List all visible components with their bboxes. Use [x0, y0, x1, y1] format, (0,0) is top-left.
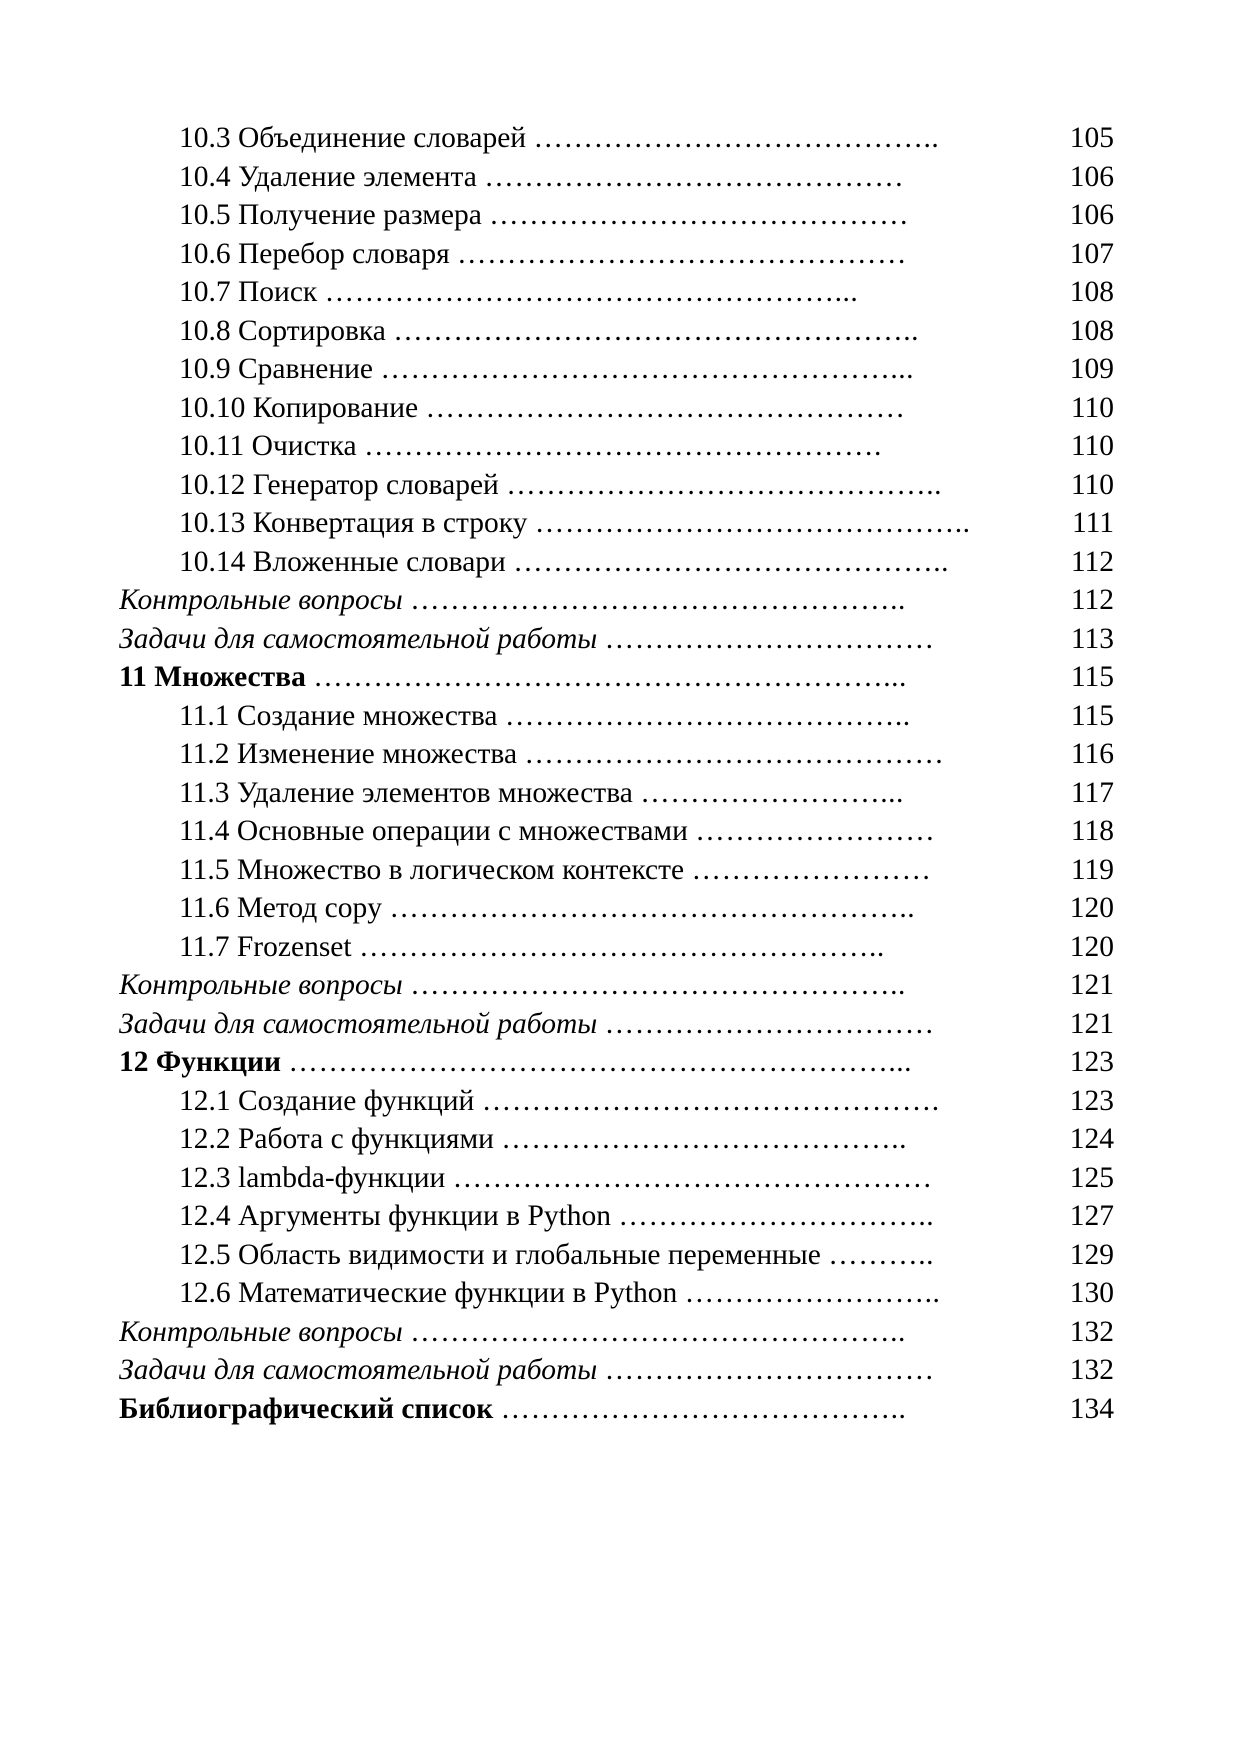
table-of-contents	[119, 119, 1114, 1428]
toc-page-number: 112	[1070, 584, 1114, 616]
toc-entry-sub	[119, 466, 1114, 505]
toc-entry-title: Контрольные вопросы	[119, 584, 403, 616]
toc-entry-sub	[119, 312, 1114, 351]
toc-entry-text	[119, 1351, 1034, 1390]
toc-entry-title: 11.3 Удаление элементов множества	[179, 776, 633, 809]
toc-entry-title: 12.5 Область видимости и глобальные переменные	[179, 1238, 821, 1271]
toc-dot-leader: …………………………..	[618, 1200, 935, 1232]
toc-entry-sub	[119, 889, 1114, 928]
toc-entry-text	[179, 851, 1034, 890]
toc-page-number: 112	[1070, 545, 1114, 578]
toc-page-number: 110	[1070, 391, 1114, 424]
toc-dot-leader: ……………………………………	[524, 738, 945, 770]
toc-entry-text	[179, 119, 1034, 158]
toc-page-number: 132	[1069, 1354, 1114, 1386]
toc-entry-sub	[119, 273, 1114, 312]
toc-entry-text	[179, 158, 1034, 197]
toc-dot-leader: ……………………	[695, 815, 936, 847]
toc-entry-title: Задачи для самостоятельной работы	[119, 1007, 598, 1040]
toc-entry-text	[179, 235, 1034, 274]
toc-entry-sub	[119, 389, 1114, 428]
toc-dot-leader: …………………………………..	[501, 1123, 908, 1155]
toc-page-number: 110	[1070, 430, 1114, 462]
toc-dot-leader: ……………………………………………...	[324, 276, 859, 308]
toc-page-number: 105	[1069, 122, 1114, 154]
toc-entry-text	[119, 658, 1034, 697]
toc-page-number: 124	[1069, 1123, 1114, 1155]
toc-dot-leader: ……………………..	[684, 1277, 941, 1309]
toc-entry-title: 10.11 Очистка	[179, 430, 357, 462]
toc-page-number: 127	[1069, 1200, 1114, 1232]
toc-entry-text	[179, 889, 1034, 928]
toc-dot-leader: …………………………………………….	[363, 430, 882, 462]
toc-entry-text	[179, 774, 1034, 813]
toc-page-number: 121	[1069, 1007, 1114, 1040]
toc-dot-leader: ………………………………………	[457, 237, 908, 270]
toc-entry-section	[119, 1351, 1114, 1390]
toc-entry-sub	[119, 774, 1114, 813]
toc-dot-leader: …………………………………………..	[410, 969, 906, 1001]
toc-entry-sub	[119, 735, 1114, 774]
toc-entry-text	[179, 1159, 1034, 1198]
toc-entry-sub	[119, 1159, 1114, 1198]
toc-entry-sub	[119, 158, 1114, 197]
toc-entry-text	[179, 735, 1034, 774]
toc-page-number: 115	[1070, 699, 1114, 732]
toc-page-number: 118	[1070, 815, 1114, 847]
toc-entry-title: 11.6 Метод copy	[179, 892, 382, 924]
toc-page-number: 108	[1069, 314, 1114, 347]
toc-entry-text	[179, 350, 1034, 389]
toc-dot-leader: …………………………………..	[533, 122, 940, 154]
toc-entry-title: Библиографический список	[119, 1392, 494, 1425]
toc-entry-title: Контрольные вопросы	[119, 1315, 403, 1348]
toc-entry-title: 12.4 Аргументы функции в Python	[179, 1200, 612, 1232]
toc-entry-sub	[119, 1274, 1114, 1313]
toc-entry-text	[119, 581, 1034, 620]
toc-entry-text	[179, 543, 1034, 582]
toc-entry-text	[179, 504, 1034, 543]
toc-entry-title: 12.2 Работа с функциями	[179, 1123, 494, 1155]
toc-entry-title: 10.13 Конвертация в строку	[179, 507, 528, 539]
toc-dot-leader: ……………………………………………..	[393, 314, 919, 347]
toc-page-number: 106	[1069, 199, 1114, 231]
toc-entry-text	[179, 389, 1034, 428]
toc-page-number: 119	[1070, 853, 1114, 886]
toc-entry-chapter	[119, 1390, 1114, 1429]
toc-page-number: 109	[1069, 353, 1114, 385]
toc-entry-sub	[119, 427, 1114, 466]
toc-dot-leader: ……………………...	[640, 776, 904, 809]
toc-entry-sub	[119, 1197, 1114, 1236]
toc-page-number: 116	[1070, 738, 1114, 770]
toc-dot-leader: …………………………………..	[500, 1392, 907, 1425]
toc-entry-section	[119, 1313, 1114, 1352]
toc-dot-leader: …………………………………………	[425, 391, 906, 424]
toc-entry-sub	[119, 697, 1114, 736]
toc-entry-title: 10.8 Сортировка	[179, 314, 386, 347]
toc-page-number: 125	[1069, 1161, 1114, 1194]
toc-entry-text	[179, 196, 1034, 235]
toc-dot-leader: ……………………	[691, 853, 932, 886]
toc-entry-title: Задачи для самостоятельной работы	[119, 622, 598, 655]
toc-entry-text	[179, 697, 1034, 736]
toc-entry-title: 12 Функции	[119, 1046, 281, 1078]
toc-dot-leader: ……………………………………..	[513, 545, 949, 578]
toc-entry-sub	[119, 196, 1114, 235]
toc-entry-title: 10.3 Объединение словарей	[179, 122, 527, 154]
toc-entry-sub	[119, 235, 1114, 274]
toc-entry-text	[179, 312, 1034, 351]
toc-dot-leader: ……………………………………	[484, 160, 905, 193]
toc-dot-leader: …………………………………………………...	[313, 661, 907, 693]
toc-entry-text	[179, 1236, 1034, 1275]
toc-dot-leader: …………………………………………	[452, 1161, 933, 1194]
toc-entry-title: 11.4 Основные операции с множествами	[179, 815, 688, 847]
toc-entry-text	[119, 620, 1034, 659]
toc-entry-title: 12.1 Создание функций	[179, 1084, 475, 1117]
toc-dot-leader: …………………………………………..	[410, 584, 906, 616]
toc-entry-title: Задачи для самостоятельной работы	[119, 1354, 598, 1386]
toc-entry-text	[179, 812, 1034, 851]
toc-entry-title: 11 Множества	[119, 661, 306, 693]
toc-entry-chapter	[119, 1043, 1114, 1082]
toc-page-number: 113	[1070, 622, 1114, 655]
toc-entry-text	[179, 273, 1034, 312]
toc-entry-sub	[119, 812, 1114, 851]
toc-dot-leader: ……………………………………………...	[380, 353, 914, 385]
toc-dot-leader: ……………………………………..	[506, 468, 942, 501]
toc-page-number: 111	[1071, 507, 1114, 539]
toc-dot-leader: ……………………………	[604, 622, 935, 655]
toc-entry-title: 10.12 Генератор словарей	[179, 468, 499, 501]
toc-dot-leader: …………………………………………..	[410, 1315, 906, 1348]
toc-entry-title: 10.9 Сравнение	[179, 353, 373, 385]
toc-dot-leader: ……………………………	[604, 1007, 935, 1040]
toc-entry-title: 10.10 Копирование	[179, 391, 419, 424]
toc-page-number: 129	[1069, 1238, 1114, 1271]
toc-dot-leader: ……………………………………..	[534, 507, 971, 539]
toc-entry-title: 10.6 Перебор словаря	[179, 237, 450, 270]
toc-entry-title: 12.6 Математические функции в Python	[179, 1277, 678, 1309]
toc-entry-text	[179, 1120, 1034, 1159]
toc-page-number: 120	[1069, 892, 1114, 924]
toc-page-number: 123	[1069, 1084, 1114, 1117]
toc-entry-sub	[119, 1236, 1114, 1275]
toc-page-number: 130	[1069, 1277, 1114, 1309]
toc-page-number: 121	[1069, 969, 1114, 1001]
toc-entry-text	[179, 1274, 1034, 1313]
toc-dot-leader: ……………………………………….	[481, 1084, 940, 1117]
toc-entry-text	[119, 1313, 1034, 1352]
toc-entry-title: 10.5 Получение размера	[179, 199, 482, 231]
toc-entry-sub	[119, 119, 1114, 158]
toc-entry-title: 10.14 Вложенные словари	[179, 545, 506, 578]
toc-page-number: 106	[1069, 160, 1114, 193]
toc-entry-title: 12.3 lambda-функции	[179, 1161, 446, 1194]
toc-dot-leader: ………..	[828, 1238, 934, 1271]
toc-entry-title: 11.7 Frozenset	[179, 930, 352, 963]
toc-entry-text	[119, 1043, 1034, 1082]
toc-entry-section	[119, 620, 1114, 659]
toc-entry-section	[119, 581, 1114, 620]
toc-entry-chapter	[119, 658, 1114, 697]
toc-entry-sub	[119, 928, 1114, 967]
toc-entry-text	[179, 427, 1034, 466]
toc-dot-leader: ……………………………………………..	[389, 892, 916, 924]
toc-page-number: 134	[1069, 1392, 1114, 1425]
toc-entry-section	[119, 1005, 1114, 1044]
toc-entry-sub	[119, 350, 1114, 389]
toc-dot-leader: ……………………………………	[489, 199, 910, 231]
toc-entry-text	[119, 1005, 1034, 1044]
toc-page-number: 120	[1069, 930, 1114, 963]
toc-entry-text	[119, 966, 1034, 1005]
toc-entry-title: 11.2 Изменение множества	[179, 738, 518, 770]
toc-page-number: 115	[1070, 661, 1114, 693]
toc-entry-section	[119, 966, 1114, 1005]
toc-entry-text	[119, 1390, 1034, 1429]
toc-page-number: 110	[1070, 468, 1114, 501]
toc-dot-leader: ……………………………	[604, 1354, 935, 1386]
toc-dot-leader: ……………………………………………………...	[288, 1046, 912, 1078]
toc-entry-sub	[119, 543, 1114, 582]
toc-page-number: 107	[1069, 237, 1114, 270]
toc-dot-leader: …………………………………..	[504, 699, 911, 732]
toc-dot-leader: ……………………………………………..	[358, 930, 885, 963]
toc-page-number: 117	[1070, 776, 1114, 809]
toc-entry-sub	[119, 504, 1114, 543]
toc-entry-sub	[119, 1120, 1114, 1159]
toc-entry-text	[179, 1082, 1034, 1121]
toc-page-number: 132	[1069, 1315, 1114, 1348]
toc-entry-sub	[119, 851, 1114, 890]
toc-entry-text	[179, 1197, 1034, 1236]
toc-entry-text	[179, 928, 1034, 967]
toc-entry-title: 11.5 Множество в логическом контексте	[179, 853, 685, 886]
toc-entry-title: 10.7 Поиск	[179, 276, 318, 308]
toc-entry-text	[179, 466, 1034, 505]
toc-entry-sub	[119, 1082, 1114, 1121]
toc-entry-title: 10.4 Удаление элемента	[179, 160, 477, 193]
toc-page-number: 108	[1069, 276, 1114, 308]
toc-page-number: 123	[1069, 1046, 1114, 1078]
toc-entry-title: Контрольные вопросы	[119, 969, 403, 1001]
toc-entry-title: 11.1 Создание множества	[179, 699, 498, 732]
